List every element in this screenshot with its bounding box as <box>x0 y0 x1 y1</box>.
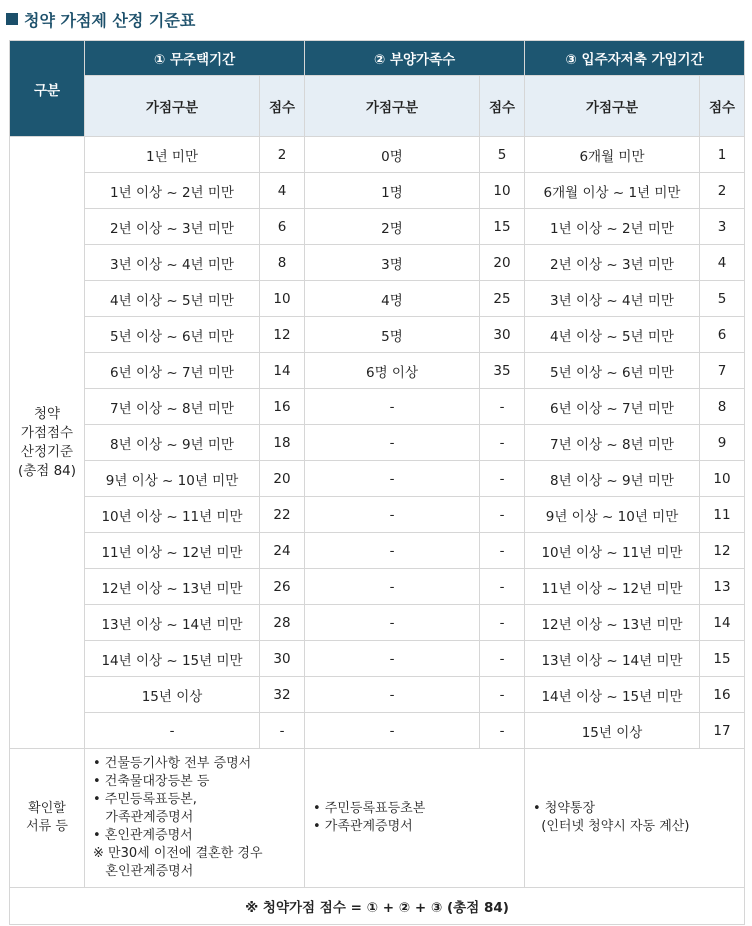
documents-list-item: • 건물등기사항 전부 증명서 <box>93 756 252 771</box>
table-row <box>10 497 745 533</box>
category-label-line: 가점점수 <box>20 424 74 441</box>
item-cell: 11년 이상 ~ 12년 미만 <box>525 569 700 605</box>
title-square-icon <box>6 13 18 25</box>
score-cell: 10 <box>700 461 745 497</box>
item-cell: 6개월 미만 <box>525 137 700 173</box>
score-cell: 28 <box>260 605 305 641</box>
score-cell: 2 <box>700 173 745 209</box>
header-group-1: ① 무주택기간 <box>85 41 305 76</box>
score-cell: 30 <box>260 641 305 677</box>
table-row <box>10 569 745 605</box>
item-cell: 13년 이상 ~ 14년 미만 <box>85 605 260 641</box>
item-cell: - <box>305 389 480 425</box>
score-cell: - <box>480 461 525 497</box>
item-cell: 1년 이상 ~ 2년 미만 <box>525 209 700 245</box>
category-label-line: 산정기준 <box>20 443 74 460</box>
score-cell: 14 <box>260 353 305 389</box>
documents-cell-1 <box>85 749 305 888</box>
documents-label <box>10 749 85 888</box>
item-cell: 10년 이상 ~ 11년 미만 <box>85 497 260 533</box>
subheader-item: 가점구분 <box>525 76 700 137</box>
score-cell: 30 <box>480 317 525 353</box>
documents-list-item: 가족관계증명서 <box>93 810 194 825</box>
item-cell: 6개월 이상 ~ 1년 미만 <box>525 173 700 209</box>
item-cell: - <box>305 605 480 641</box>
score-cell: 16 <box>260 389 305 425</box>
score-cell: - <box>480 425 525 461</box>
documents-list-item: 혼인관계증명서 <box>93 864 194 879</box>
score-cell: 20 <box>260 461 305 497</box>
subheader-item: 가점구분 <box>305 76 480 137</box>
item-cell: 11년 이상 ~ 12년 미만 <box>85 533 260 569</box>
score-cell: 3 <box>700 209 745 245</box>
item-cell: - <box>305 497 480 533</box>
item-cell: 14년 이상 ~ 15년 미만 <box>85 641 260 677</box>
item-cell: 5년 이상 ~ 6년 미만 <box>525 353 700 389</box>
item-cell: - <box>305 425 480 461</box>
item-cell: 10년 이상 ~ 11년 미만 <box>525 533 700 569</box>
item-cell: 15년 이상 <box>85 677 260 713</box>
score-cell: 22 <box>260 497 305 533</box>
item-cell: 4년 이상 ~ 5년 미만 <box>85 281 260 317</box>
score-cell: 12 <box>260 317 305 353</box>
category-label-line: 청약 <box>33 405 61 422</box>
table-row <box>10 317 745 353</box>
subheader-score: 점수 <box>700 76 745 137</box>
documents-list-item: • 청약통장 <box>533 801 596 816</box>
category-label <box>10 137 85 749</box>
item-cell: 1명 <box>305 173 480 209</box>
page-title: 청약 가점제 산정 기준표 <box>24 10 196 30</box>
item-cell: - <box>305 461 480 497</box>
table-row <box>10 353 745 389</box>
score-cell: 15 <box>700 641 745 677</box>
documents-list-item: (인터넷 청약시 자동 계산) <box>533 819 690 834</box>
item-cell: 3명 <box>305 245 480 281</box>
documents-label-line: 확인할 <box>28 801 66 816</box>
item-cell: 2년 이상 ~ 3년 미만 <box>525 245 700 281</box>
item-cell: 12년 이상 ~ 13년 미만 <box>525 605 700 641</box>
score-cell: - <box>480 641 525 677</box>
table-row <box>10 389 745 425</box>
score-cell: - <box>480 677 525 713</box>
table-row <box>10 209 745 245</box>
score-cell: 10 <box>480 173 525 209</box>
table-row <box>10 533 745 569</box>
score-cell: 8 <box>700 389 745 425</box>
documents-cell-2 <box>305 749 525 888</box>
item-cell: 6년 이상 ~ 7년 미만 <box>525 389 700 425</box>
item-cell: 9년 이상 ~ 10년 미만 <box>525 497 700 533</box>
documents-list-item: • 주민등록표등본, <box>93 792 197 807</box>
documents-list <box>85 755 304 881</box>
header-gubun: 구분 <box>10 41 85 137</box>
table-row <box>10 605 745 641</box>
table-row <box>10 281 745 317</box>
item-cell: 9년 이상 ~ 10년 미만 <box>85 461 260 497</box>
score-cell: 18 <box>260 425 305 461</box>
item-cell: - <box>305 569 480 605</box>
score-table <box>9 40 745 925</box>
score-cell: - <box>480 497 525 533</box>
score-cell: - <box>480 569 525 605</box>
score-cell: 1 <box>700 137 745 173</box>
table-row <box>10 137 745 173</box>
documents-list <box>525 800 744 836</box>
item-cell: 2년 이상 ~ 3년 미만 <box>85 209 260 245</box>
item-cell: - <box>305 677 480 713</box>
score-cell: 4 <box>700 245 745 281</box>
header-group-2: ② 부양가족수 <box>305 41 525 76</box>
score-cell: 17 <box>700 713 745 749</box>
item-cell: 15년 이상 <box>525 713 700 749</box>
item-cell: 7년 이상 ~ 8년 미만 <box>85 389 260 425</box>
subheader-score: 점수 <box>260 76 305 137</box>
score-cell: - <box>480 713 525 749</box>
item-cell: 3년 이상 ~ 4년 미만 <box>85 245 260 281</box>
table-row <box>10 461 745 497</box>
score-cell: 5 <box>700 281 745 317</box>
item-cell: 3년 이상 ~ 4년 미만 <box>525 281 700 317</box>
documents-list <box>305 800 524 836</box>
table-row <box>10 425 745 461</box>
score-cell: 2 <box>260 137 305 173</box>
score-cell: 15 <box>480 209 525 245</box>
item-cell: 4년 이상 ~ 5년 미만 <box>525 317 700 353</box>
item-cell: 7년 이상 ~ 8년 미만 <box>525 425 700 461</box>
item-cell: 1년 미만 <box>85 137 260 173</box>
score-cell: 5 <box>480 137 525 173</box>
table-row <box>10 677 745 713</box>
score-cell: - <box>260 713 305 749</box>
documents-row <box>10 749 745 888</box>
documents-cell-3 <box>525 749 745 888</box>
documents-list-item: ※ 만30세 이전에 결혼한 경우 <box>93 846 263 861</box>
score-cell: 32 <box>260 677 305 713</box>
category-label-line: (총점 84) <box>17 462 77 479</box>
score-cell: 35 <box>480 353 525 389</box>
item-cell: 0명 <box>305 137 480 173</box>
score-cell: 9 <box>700 425 745 461</box>
item-cell: - <box>305 533 480 569</box>
footer-formula: ※ 청약가점 점수 = ① + ② + ③ (총점 84) <box>10 888 745 925</box>
score-cell: 16 <box>700 677 745 713</box>
score-cell: 26 <box>260 569 305 605</box>
item-cell: 8년 이상 ~ 9년 미만 <box>85 425 260 461</box>
subheader-score: 점수 <box>480 76 525 137</box>
item-cell: 6명 이상 <box>305 353 480 389</box>
footer-row <box>10 888 745 925</box>
table-row <box>10 641 745 677</box>
item-cell: 5년 이상 ~ 6년 미만 <box>85 317 260 353</box>
score-cell: 4 <box>260 173 305 209</box>
item-cell: - <box>85 713 260 749</box>
score-cell: 20 <box>480 245 525 281</box>
subheader-item: 가점구분 <box>85 76 260 137</box>
item-cell: 6년 이상 ~ 7년 미만 <box>85 353 260 389</box>
documents-list-item: • 주민등록표등초본 <box>313 801 426 816</box>
item-cell: 8년 이상 ~ 9년 미만 <box>525 461 700 497</box>
score-cell: - <box>480 533 525 569</box>
item-cell: 13년 이상 ~ 14년 미만 <box>525 641 700 677</box>
item-cell: - <box>305 713 480 749</box>
score-cell: 10 <box>260 281 305 317</box>
score-cell: 25 <box>480 281 525 317</box>
score-cell: 14 <box>700 605 745 641</box>
score-cell: - <box>480 605 525 641</box>
header-group-3: ③ 입주자저축 가입기간 <box>525 41 745 76</box>
page-title-bar <box>0 0 752 38</box>
item-cell: 4명 <box>305 281 480 317</box>
documents-list-item: • 가족관계증명서 <box>313 819 413 834</box>
table-row <box>10 713 745 749</box>
item-cell: 5명 <box>305 317 480 353</box>
table-body <box>10 137 745 925</box>
score-cell: 7 <box>700 353 745 389</box>
score-cell: 24 <box>260 533 305 569</box>
score-cell: 6 <box>700 317 745 353</box>
item-cell: 2명 <box>305 209 480 245</box>
documents-label-line: 서류 등 <box>26 819 68 834</box>
item-cell: 14년 이상 ~ 15년 미만 <box>525 677 700 713</box>
score-cell: 13 <box>700 569 745 605</box>
score-cell: 6 <box>260 209 305 245</box>
item-cell: - <box>305 641 480 677</box>
score-cell: 12 <box>700 533 745 569</box>
documents-list-item: • 건축물대장등본 등 <box>93 774 210 789</box>
table-row <box>10 173 745 209</box>
item-cell: 1년 이상 ~ 2년 미만 <box>85 173 260 209</box>
score-cell: 8 <box>260 245 305 281</box>
table-row <box>10 245 745 281</box>
documents-list-item: • 혼인관계증명서 <box>93 828 193 843</box>
score-cell: 11 <box>700 497 745 533</box>
item-cell: 12년 이상 ~ 13년 미만 <box>85 569 260 605</box>
score-cell: - <box>480 389 525 425</box>
